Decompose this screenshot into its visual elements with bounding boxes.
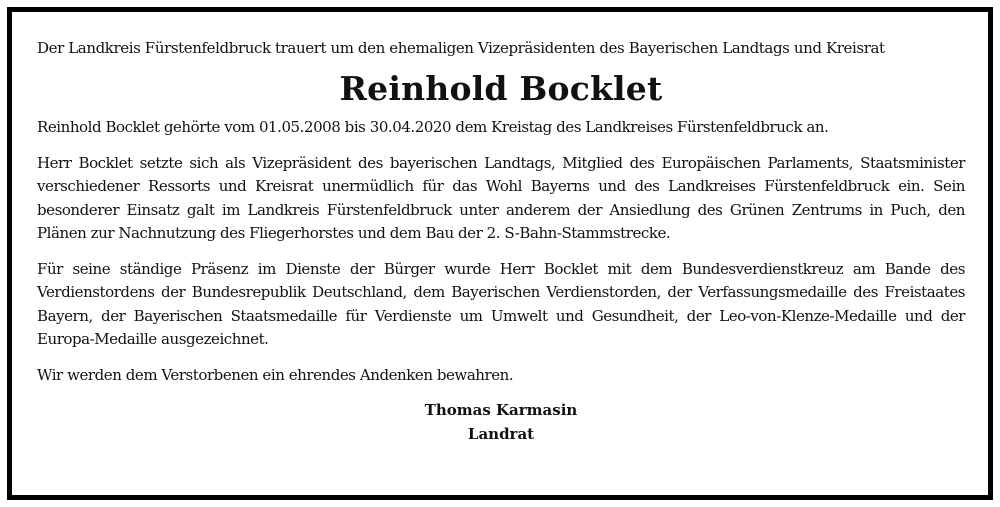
deceased-name: Reinhold Bocklet: [339, 69, 663, 108]
obituary-notice: [7, 7, 993, 500]
signature-title: Landrat: [467, 424, 535, 443]
signature-name: Thomas Karmasin: [424, 401, 578, 419]
intro-line: Der Landkreis Fürstenfeldbruck trauert um den ehemaligen Vizepräsidenten des Bayerischen Landtags und Kreisrat: [37, 39, 885, 57]
notice-content: [37, 36, 965, 446]
paragraph-remembrance: Wir werden dem Verstorbenen ein ehrendes Andenken bewahren.: [37, 365, 514, 384]
paragraph-service: Herr Bocklet setzte sich als Vizepräsident des bayerischen Landtags, Mitglied des Europäischen Parlaments, Staatsminister verschiedener Ressorts und Kreisrat unermüdlich für das Wohl Bayerns und des Landkreises Fürstenfeldbruck ein. Sein besonderer Einsatz galt im Landkreis Fürstenfeldbruck unter anderem der Ansiedlung des Grünen Zentrums in Puch, den Plänen zur Nachnutzung des Fliegerhorstes und dem Bau der 2. S-Bahn-Stammstrecke.: [37, 153, 965, 242]
paragraph-honors: Für seine ständige Präsenz im Dienste der Bürger wurde Herr Bocklet mit dem Bundesverdienstkreuz am Bande des Verdienstordens der Bundesrepublik Deutschland, dem Bayerischen Verdienstorden, der Verfassungsmedaille des Freistaates Bayern, der Bayerischen Staatsmedaille für Verdienste um Umwelt und Gesundheit, der Leo-von-Klenze-Medaille und der Europa-Medaille ausgezeichnet.: [37, 259, 965, 348]
paragraph-tenure: Reinhold Bocklet gehörte vom 01.05.2008 bis 30.04.2020 dem Kreistag des Landkreises Fürstenfeldbruck an.: [37, 118, 829, 136]
